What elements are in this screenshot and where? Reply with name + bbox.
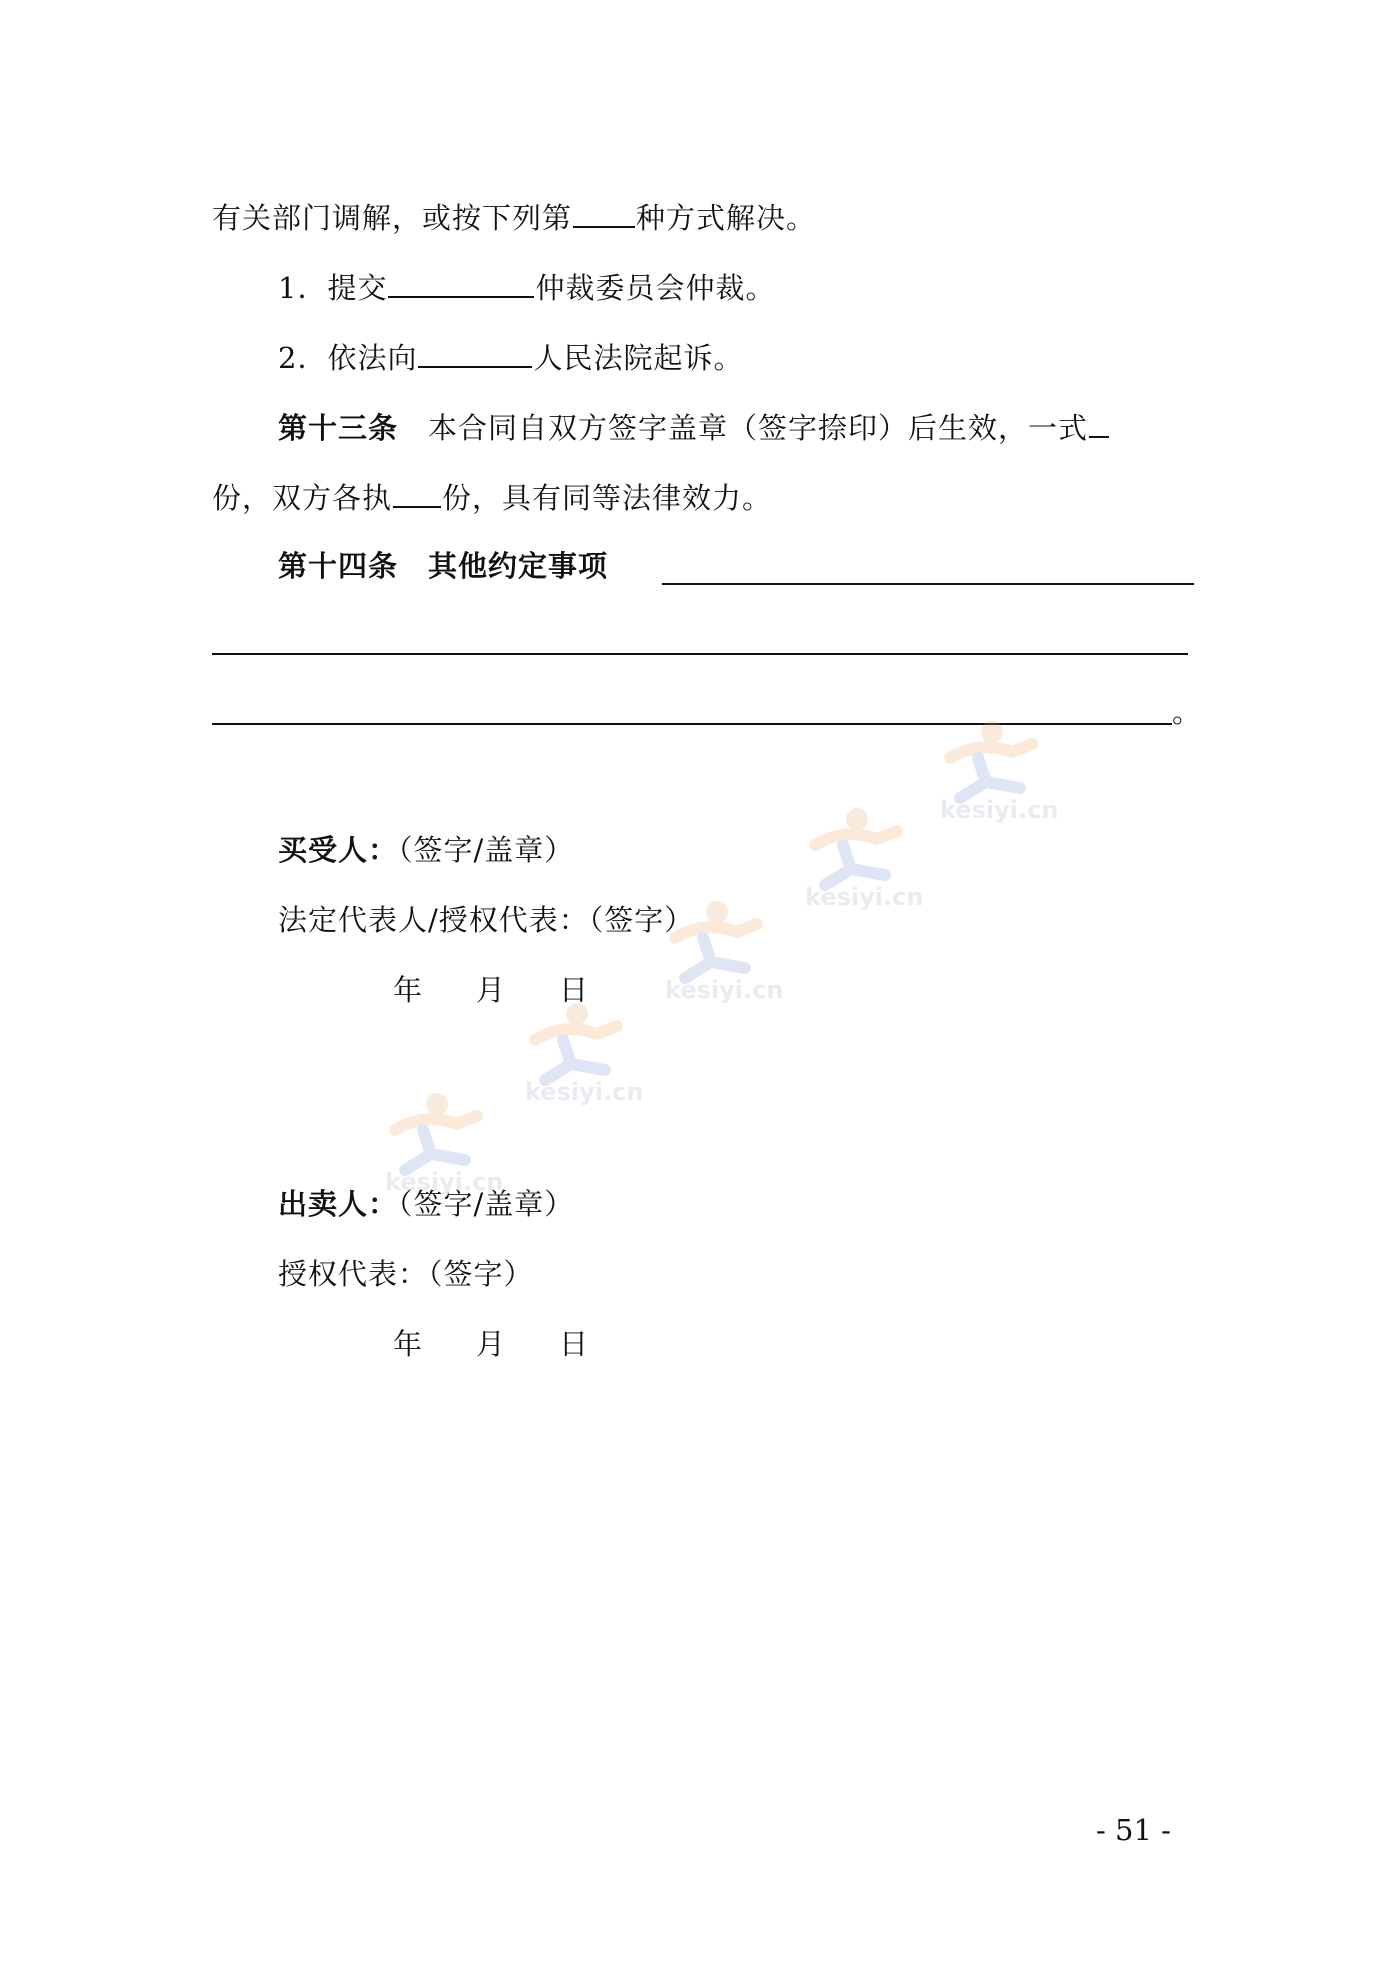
option2-text-after: 人民法院起诉。 bbox=[533, 341, 744, 375]
article-14-heading bbox=[278, 546, 608, 586]
seller-label: 出卖人： bbox=[278, 1187, 399, 1221]
article-13-text-2-before: 份，双方各执 bbox=[212, 481, 393, 515]
copies-total-blank[interactable] bbox=[1089, 406, 1109, 438]
watermark bbox=[365, 1090, 515, 1200]
arbitration-committee-blank[interactable] bbox=[388, 266, 534, 298]
buyer-date-year: 年 bbox=[393, 973, 424, 1007]
buyer-date-day: 日 bbox=[559, 973, 590, 1007]
article-13-line-1 bbox=[278, 406, 1110, 448]
buyer-representative: 法定代表人/授权代表：（签字） bbox=[278, 903, 695, 937]
lawsuit-option bbox=[278, 336, 743, 378]
other-terms-line-1[interactable] bbox=[662, 583, 1194, 585]
seller-date-month: 月 bbox=[476, 1327, 507, 1361]
page-number: - 51 - bbox=[1096, 1813, 1171, 1847]
seller-representative: 授权代表：（签字） bbox=[278, 1257, 534, 1291]
option1-text-after: 仲裁委员会仲裁。 bbox=[535, 271, 776, 305]
other-terms-line-2[interactable] bbox=[212, 653, 1188, 655]
watermark-text: kesiyi.cn bbox=[665, 976, 784, 1004]
seller-date-line bbox=[393, 1324, 589, 1364]
article-14-title: 其他约定事项 bbox=[428, 549, 609, 583]
seller-note: （签字/盖章） bbox=[398, 1187, 575, 1221]
watermark bbox=[785, 805, 935, 915]
option1-text-before: 1．提交 bbox=[278, 271, 388, 305]
copies-each-blank[interactable] bbox=[393, 476, 441, 508]
court-name-blank[interactable] bbox=[418, 336, 532, 368]
method-number-blank[interactable] bbox=[573, 196, 635, 228]
dispute-text-before: 有关部门调解，或按下列第 bbox=[212, 201, 573, 235]
runner-logo-icon bbox=[505, 1000, 655, 1090]
watermark-text: kesiyi.cn bbox=[940, 796, 1059, 824]
watermark-text: kesiyi.cn bbox=[385, 1168, 504, 1196]
runner-logo-icon bbox=[785, 805, 935, 895]
article-14-label: 第十四条 bbox=[278, 549, 399, 583]
dispute-resolution-line bbox=[212, 196, 816, 238]
runner-logo-icon bbox=[365, 1090, 515, 1180]
dispute-text-after: 种方式解决。 bbox=[636, 201, 817, 235]
watermark-text: kesiyi.cn bbox=[525, 1078, 644, 1106]
buyer-note: （签字/盖章） bbox=[398, 833, 575, 867]
arbitration-option bbox=[278, 266, 775, 308]
buyer-date-month: 月 bbox=[476, 973, 507, 1007]
runner-logo-icon bbox=[920, 718, 1070, 808]
buyer-label: 买受人： bbox=[278, 833, 399, 867]
other-terms-end-mark: 。 bbox=[1172, 695, 1203, 729]
seller-date-day: 日 bbox=[559, 1327, 590, 1361]
runner-logo-icon bbox=[645, 898, 795, 988]
seller-date-year: 年 bbox=[393, 1327, 424, 1361]
option2-text-before: 2．依法向 bbox=[278, 341, 418, 375]
article-13-line-2 bbox=[212, 476, 772, 518]
watermark bbox=[920, 718, 1070, 828]
buyer-signature-line bbox=[278, 830, 574, 870]
article-13-text: 本合同自双方签字盖章（签字捺印）后生效，一式 bbox=[428, 411, 1089, 445]
article-13-text-2-after: 份，具有同等法律效力。 bbox=[442, 481, 773, 515]
article-13-label: 第十三条 bbox=[278, 411, 399, 445]
watermark bbox=[645, 898, 795, 1008]
watermark-text: kesiyi.cn bbox=[805, 883, 924, 911]
watermark bbox=[505, 1000, 655, 1110]
